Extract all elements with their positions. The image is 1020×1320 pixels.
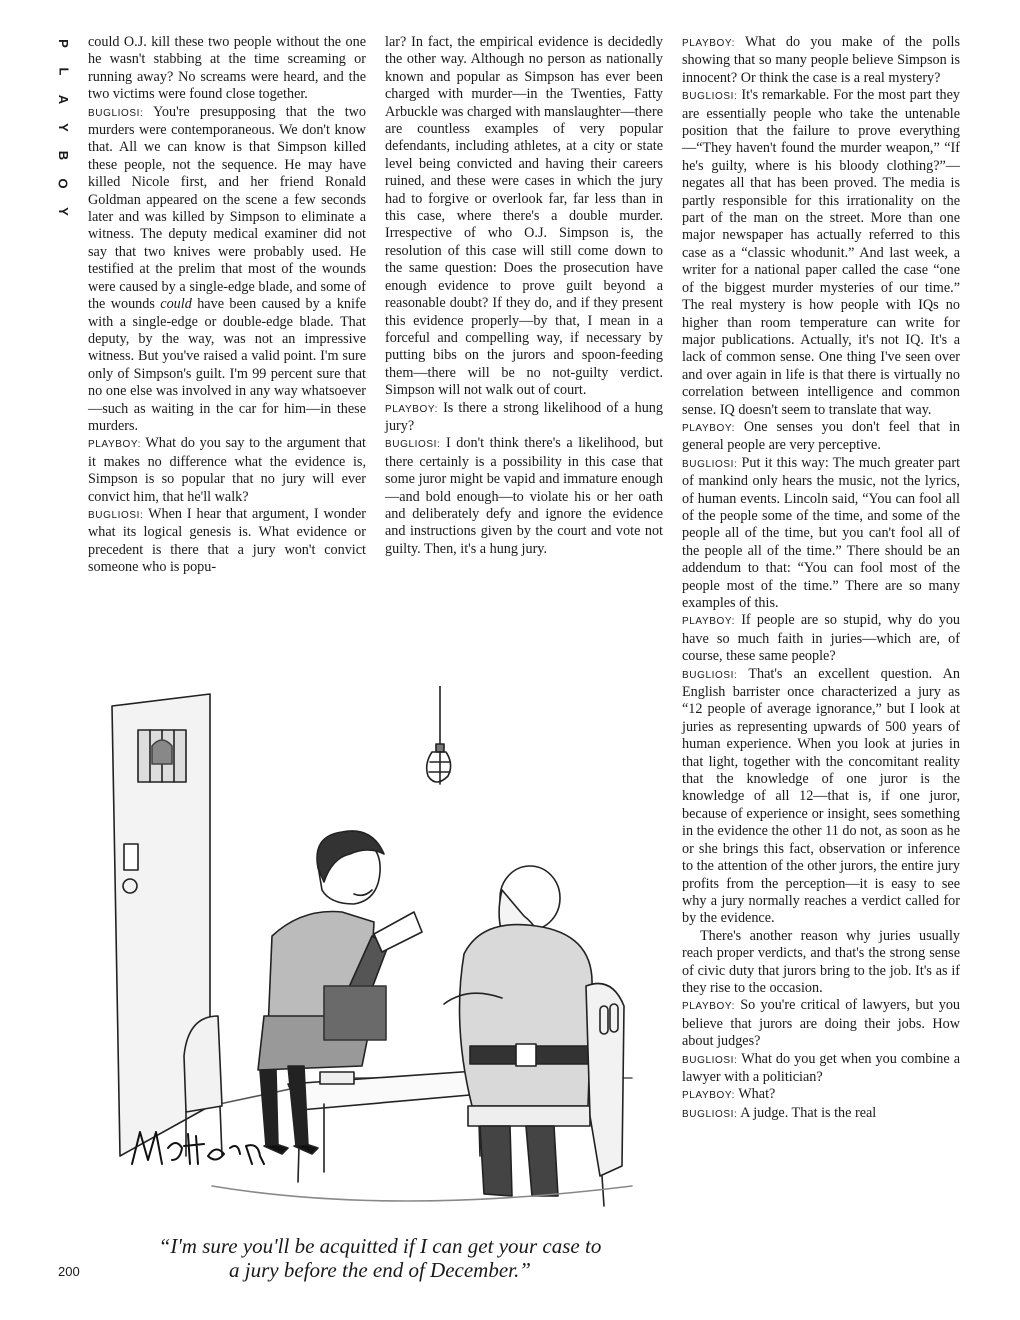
- paragraph: PLAYBOY: What do you say to the argument that it makes no difference what the evidence is, Simpson is so popular that no jury will ever convict him, that he'll walk?: [88, 435, 366, 505]
- spine-letter: Y: [55, 123, 71, 133]
- paragraph: BUGLIOSI: It's remarkable. For the most part they are essentially people who take the untenable position that the failure to prove everything—“They haven't found the murder weapon,” “If he's guilty, where is his bloody clothing?”—negates all that has been proved. The media is partly responsible for this irrationality on the part of the man on the street. More than one major newspaper has actually referred to this case as a “classic whodunit.” And last week, a writer for a national paper called the case “one of the biggest murder mysteries of our time.” The real mystery is how people with IQs no higher than room temperature can write for major publications. Actually, it's not IQ. It's a lack of common sense. One thing I've seen over and over again in life is that there is virtually no correlation between intelligence and common sense. IQ doesn't seem to translate that way.: [682, 87, 961, 418]
- speaker-label: BUGLIOSI:: [88, 107, 144, 119]
- spine-letter: P: [55, 39, 71, 49]
- speaker-label: PLAYBOY:: [88, 439, 141, 451]
- paragraph: PLAYBOY: What?: [682, 1086, 776, 1103]
- santa-claus: [444, 866, 592, 1196]
- paragraph: There's another reason why juries usually reach proper verdicts, and that's the strong sense of civic duty that jurors bring to the job. It's as if they rise to the occasion.: [682, 927, 960, 996]
- speaker-label: BUGLIOSI:: [682, 1108, 738, 1120]
- paragraph: BUGLIOSI: What do you get when you combine a lawyer with a politician?: [682, 1050, 960, 1085]
- paragraph: BUGLIOSI: That's an excellent question. An English barrister once characterized a jury as “12 people of average ignorance,” but I look at juries as representing upwards of 500 years of human experience. When you look at juries in that light, together with the concomitant reality that the knowledge of one juror is the knowledge of all 12—that is, if one juror, because of experience or insight, sees something in the evidence the other 11 do not, as soon as he or she brings this fact, observation or inference to the attention of the other jurors, the entire jury profits from the perception—it is easy to see why a jury normally reaches a verdict called for by the evidence.: [682, 665, 960, 927]
- paragraph: PLAYBOY: One senses you don't feel that in general people are very perceptive.: [682, 418, 960, 454]
- paragraph: PLAYBOY: Is there a strong likelihood of a hung jury?: [385, 399, 663, 434]
- paper-document: [374, 912, 422, 952]
- spine-letter: A: [55, 94, 71, 106]
- paragraph: BUGLIOSI: When I hear that argument, I wonder what its logical genesis is. What evidence or precedent is there that a jury won't convict someone who is popu-: [88, 505, 366, 576]
- spine-letter: L: [55, 67, 71, 77]
- paragraph: BUGLIOSI: Put it this way: The much greater part of mankind only hears the music, not the lyrics, of human events. Lincoln said, “You can fool all of the people some of the time, and some of the people all of the time, but you can't fool all of the people all of the time.” There should be an addendum to that: “You can fool most of the people most of the time.” There are so many examples of this.: [682, 454, 961, 611]
- lightbulb-cage: [427, 752, 451, 782]
- magazine-spine-label: [52, 32, 74, 282]
- speaker-label: BUGLIOSI:: [682, 1054, 738, 1066]
- speaker-label: PLAYBOY:: [385, 403, 438, 415]
- spine-letter: Y: [55, 207, 71, 217]
- text-column-3: [682, 34, 960, 1123]
- cartoon-illustration: [92, 686, 660, 1224]
- spine-letter: O: [56, 178, 71, 190]
- door-plate: [124, 844, 138, 870]
- paragraph: BUGLIOSI: You're presupposing that the two murders were contemporaneous. We don't know that. All we can know is that Simpson killed these people, not the sequence. He may have killed Nicole first, and her friend Ronald Goldman appeared on the scene a few seconds later and was killed by Simpson to eliminate a witness. The deputy medical examiner did not say that two knives were probably used. He testified at the prelim that most of the wounds were caused by a single-edge blade, and some of the wounds could have been caused by a knife with a single-edge or double-edge blade. That deputy, by the way, was not an impressive witness. But you've raised a valid point. I'm sure only of Simpson's guilt. I'm 99 percent sure that no one else was involved in any way whatsoever—such as waiting in the car for him—in these murders.: [88, 103, 366, 434]
- paragraph: PLAYBOY: So you're critical of lawyers, but you believe that jurors are doing their jobs. How about judges?: [682, 997, 961, 1050]
- paragraph: PLAYBOY: What do you make of the polls showing that so many people believe Simpson is innocent? Or think the case is a real mystery?: [682, 34, 960, 86]
- caption-line: “I'm sure you'll be acquitted if I can get your case to: [158, 1234, 602, 1258]
- belt-buckle: [516, 1044, 536, 1066]
- paragraph: PLAYBOY: If people are so stupid, why do you have so much faith in juries—which are, of course, these same people?: [682, 612, 961, 665]
- speaker-label: PLAYBOY:: [682, 616, 735, 628]
- caption-line: a jury before the end of December.”: [229, 1258, 531, 1282]
- paragraph: lar? In fact, the empirical evidence is decidedly the other way. Although no person as nationally known and popular as Simpson has ever been charged with murder—in the Twenties, Fatty Arbuckle was charged with manslaughter—there are countless examples of very popular defendants, including athletes, at a city or state level being convicted and having their careers ruined, and these were cases in which the jury had to forgive or overlook far, far less than in this case, where there's a double murder. Irrespective of who O.J. Simpson is, the resolution of this case will still come down to the same question: Does the prosecution have enough evidence to prove guilt beyond a reasonable doubt? If they do, and if they present this evidence properly—by that, I mean in a forceful and compelling way, if necessary by putting bibs on the jurors and spoon-feeding them—there will be no not-guilty verdict. Simpson will not walk out of court.: [385, 34, 663, 399]
- paragraph: could O.J. kill these two people without the one he wasn't stabbing at the time screaming or running away? No screams were heard, and the two victims were found close together.: [88, 34, 366, 103]
- text-column-1: [88, 34, 366, 577]
- cartoon-caption: [110, 1234, 650, 1282]
- spine-letter: B: [55, 150, 71, 162]
- speaker-label: PLAYBOY:: [682, 1090, 735, 1102]
- page-number: 200: [58, 1264, 80, 1279]
- speaker-label: PLAYBOY:: [682, 38, 735, 49]
- paragraph: BUGLIOSI: A judge. That is the real: [682, 1104, 877, 1121]
- speaker-label: BUGLIOSI:: [682, 669, 738, 681]
- speaker-label: PLAYBOY:: [682, 422, 735, 434]
- cigarette-pack: [320, 1072, 354, 1084]
- speaker-label: BUGLIOSI:: [682, 458, 738, 470]
- speaker-label: BUGLIOSI:: [385, 439, 441, 451]
- briefcase: [324, 986, 386, 1040]
- speaker-label: BUGLIOSI:: [682, 91, 738, 103]
- paragraph: BUGLIOSI: I don't think there's a likelihood, but there certainly is a possibility in this case that some juror might be vapid and immature enough—and bold enough—to violate his or her oath and deliberately defy and ignore the evidence and instructions given by the court and vote not guilty. Then, it's a hung jury.: [385, 435, 664, 557]
- speaker-label: BUGLIOSI:: [88, 509, 144, 521]
- speaker-label: PLAYBOY:: [682, 1001, 735, 1013]
- text-column-2: [385, 34, 663, 558]
